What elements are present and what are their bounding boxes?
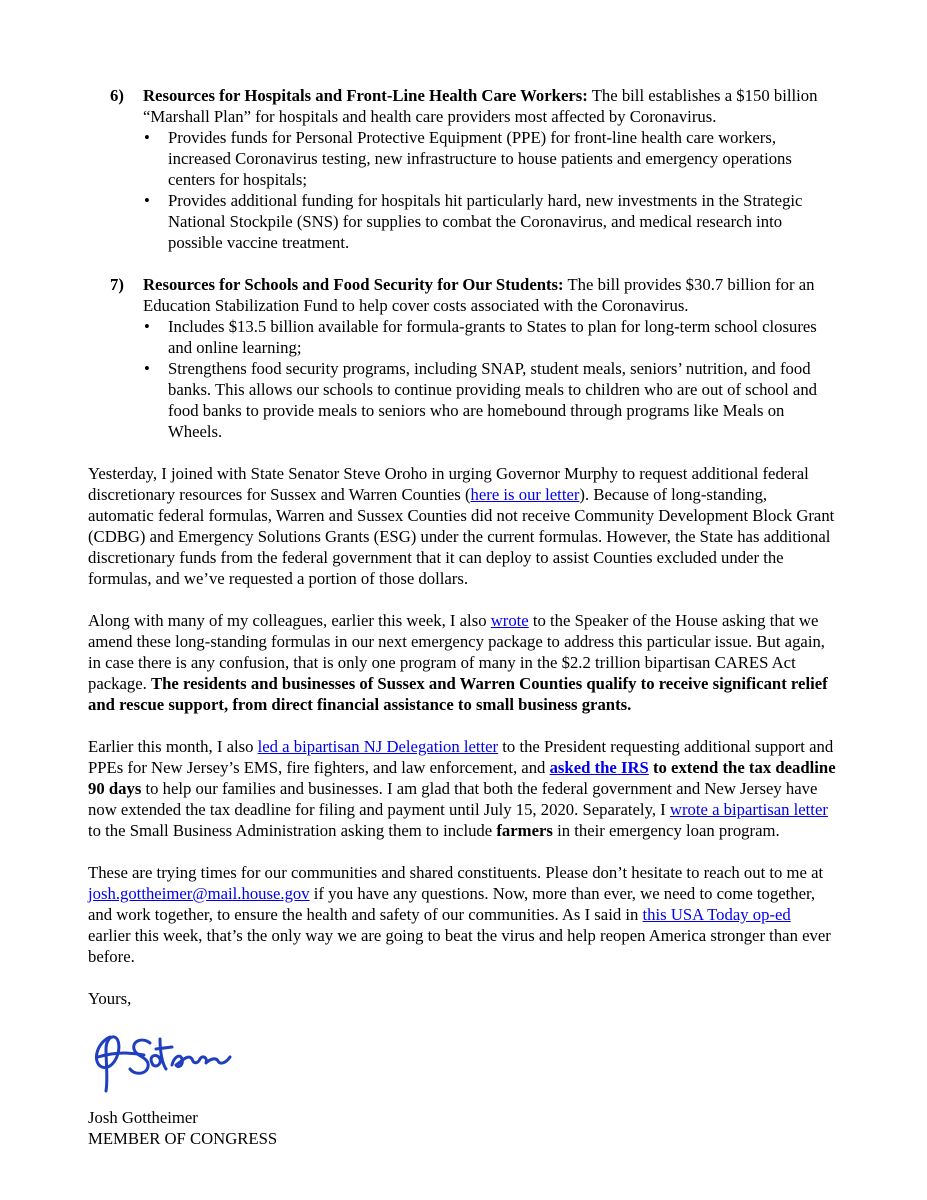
email-link[interactable]: josh.gottheimer@mail.house.gov bbox=[88, 884, 310, 903]
usa-today-op-ed-link[interactable]: this USA Today op-ed bbox=[642, 905, 791, 924]
sub-bullet-list bbox=[143, 316, 840, 442]
item-body bbox=[143, 274, 840, 316]
item-number: 6) bbox=[110, 86, 124, 105]
item-text: The bill establishes a $150 billion “Marshall Plan” for hospitals and health care providers most affected by Coronavirus. bbox=[143, 86, 818, 126]
paragraph-delegation-letter bbox=[88, 736, 837, 841]
closing-salutation: Yours, bbox=[88, 989, 132, 1008]
list-item-6 bbox=[88, 85, 840, 253]
item-heading: Resources for Schools and Food Security for Our Students: bbox=[143, 275, 564, 294]
bullet-item bbox=[143, 358, 840, 442]
paragraph-text: earlier this week, that’s the only way we are going to beat the virus and help reopen America stronger than ever before. bbox=[88, 926, 831, 966]
paragraph-speaker-letter bbox=[88, 610, 837, 715]
bullet-text: Strengthens food security programs, including SNAP, student meals, seniors’ nutrition, and food banks. This allows our schools to continue providing meals to children who are out of school and food banks to provide meals to seniors who are homebound through programs like Meals on Wheels. bbox=[168, 359, 818, 441]
asked-the-irs-link[interactable] bbox=[550, 758, 649, 777]
bullet-icon: • bbox=[144, 317, 150, 336]
bullet-icon: • bbox=[144, 191, 150, 210]
paragraph-bold-text: The residents and businesses of Sussex and Warren Counties qualify to receive significant relief and rescue support, from direct financial assistance to small business grants. bbox=[88, 674, 828, 714]
sub-bullet-list bbox=[143, 127, 840, 253]
delegation-letter-link[interactable]: led a bipartisan NJ Delegation letter bbox=[257, 737, 499, 756]
item-number: 7) bbox=[110, 275, 124, 294]
paragraph-text: to the President requesting additional support and PPEs for New Jersey’s EMS, fire fighters, and law enforcement, and bbox=[88, 737, 834, 777]
spacer bbox=[88, 442, 837, 463]
bullet-item bbox=[143, 190, 840, 253]
paragraph-text: These are trying times for our communities and shared constituents. Please don’t hesitate to reach out to me at bbox=[88, 863, 824, 882]
paragraph-text: to the Speaker of the House asking that we amend these long-standing formulas in our next emergency package to address this particular issue. But again, in case there is any confusion, that is only one program of many in the $2.2 trillion bipartisan CARES Act package. bbox=[88, 611, 825, 693]
list-item-7 bbox=[88, 274, 840, 442]
paragraph-state-request bbox=[88, 463, 837, 589]
paragraph-text: ). Because of long-standing, automatic federal formulas, Warren and Sussex Counties did not receive Community Development Block Grant (CDBG) and Emergency Solutions Grants (ESG) under the current formulas. However, the State has additional discretionary funds from the federal government that it can deploy to assist Counties excluded under the formulas, and we’ve requested a portion of those dollars. bbox=[88, 485, 835, 588]
bipartisan-letter-link[interactable]: wrote a bipartisan letter bbox=[669, 800, 828, 819]
bullet-text: Provides funds for Personal Protective Equipment (PPE) for front-line health care workers, increased Coronavirus testing, new infrastructure to house patients and emergency operations centers for hospitals; bbox=[168, 128, 792, 189]
bullet-item bbox=[143, 127, 840, 190]
bullet-icon: • bbox=[144, 128, 150, 147]
paragraph-closing-remarks bbox=[88, 862, 837, 967]
paragraph-text: in their emergency loan program. bbox=[552, 821, 780, 840]
paragraph-text: if you have any questions. Now, more than ever, we need to come together, and work together, to ensure the health and safety of our communities. As I said in bbox=[88, 884, 816, 924]
paragraph-bold-text: to extend the tax deadline 90 days bbox=[88, 758, 836, 798]
paragraph-bold-text: farmers bbox=[496, 821, 553, 840]
asked-the-irs-link-text: asked the IRS bbox=[549, 758, 649, 777]
signer-name: Josh Gottheimer bbox=[88, 1108, 198, 1127]
bullet-icon: • bbox=[144, 359, 150, 378]
item-heading: Resources for Hospitals and Front-Line Health Care Workers: bbox=[143, 86, 588, 105]
wrote-link[interactable]: wrote bbox=[490, 611, 529, 630]
paragraph-text: Along with many of my colleagues, earlier this week, I also bbox=[88, 611, 491, 630]
item-body bbox=[143, 85, 840, 127]
signature-image bbox=[88, 1023, 248, 1095]
bullet-text: Includes $13.5 billion available for formula-grants to States to plan for long-term school closures and online learning; bbox=[168, 317, 817, 357]
paragraph-text: to help our families and businesses. I am glad that both the federal government and New Jersey have now extended the tax deadline for filing and payment until July 15, 2020. Separately, I bbox=[88, 779, 818, 819]
signer-title: MEMBER OF CONGRESS bbox=[88, 1129, 278, 1148]
paragraph-text: Earlier this month, I also bbox=[88, 737, 258, 756]
bullet-item bbox=[143, 316, 840, 358]
paragraph-text: Yesterday, I joined with State Senator Steve Oroho in urging Governor Murphy to request additional federal discretionary resources for Sussex and Warren Counties ( bbox=[88, 464, 809, 504]
item-text: The bill provides $30.7 billion for an Education Stabilization Fund to help cover costs associated with the Coronavirus. bbox=[143, 275, 815, 315]
here-is-our-letter-link[interactable]: here is our letter bbox=[470, 485, 580, 504]
spacer bbox=[88, 253, 837, 274]
paragraph-text: to the Small Business Administration asking them to include bbox=[88, 821, 497, 840]
bullet-text: Provides additional funding for hospitals hit particularly hard, new investments in the Strategic National Stockpile (SNS) for supplies to combat the Coronavirus, and medical research into possible vaccine treatment. bbox=[168, 191, 803, 252]
